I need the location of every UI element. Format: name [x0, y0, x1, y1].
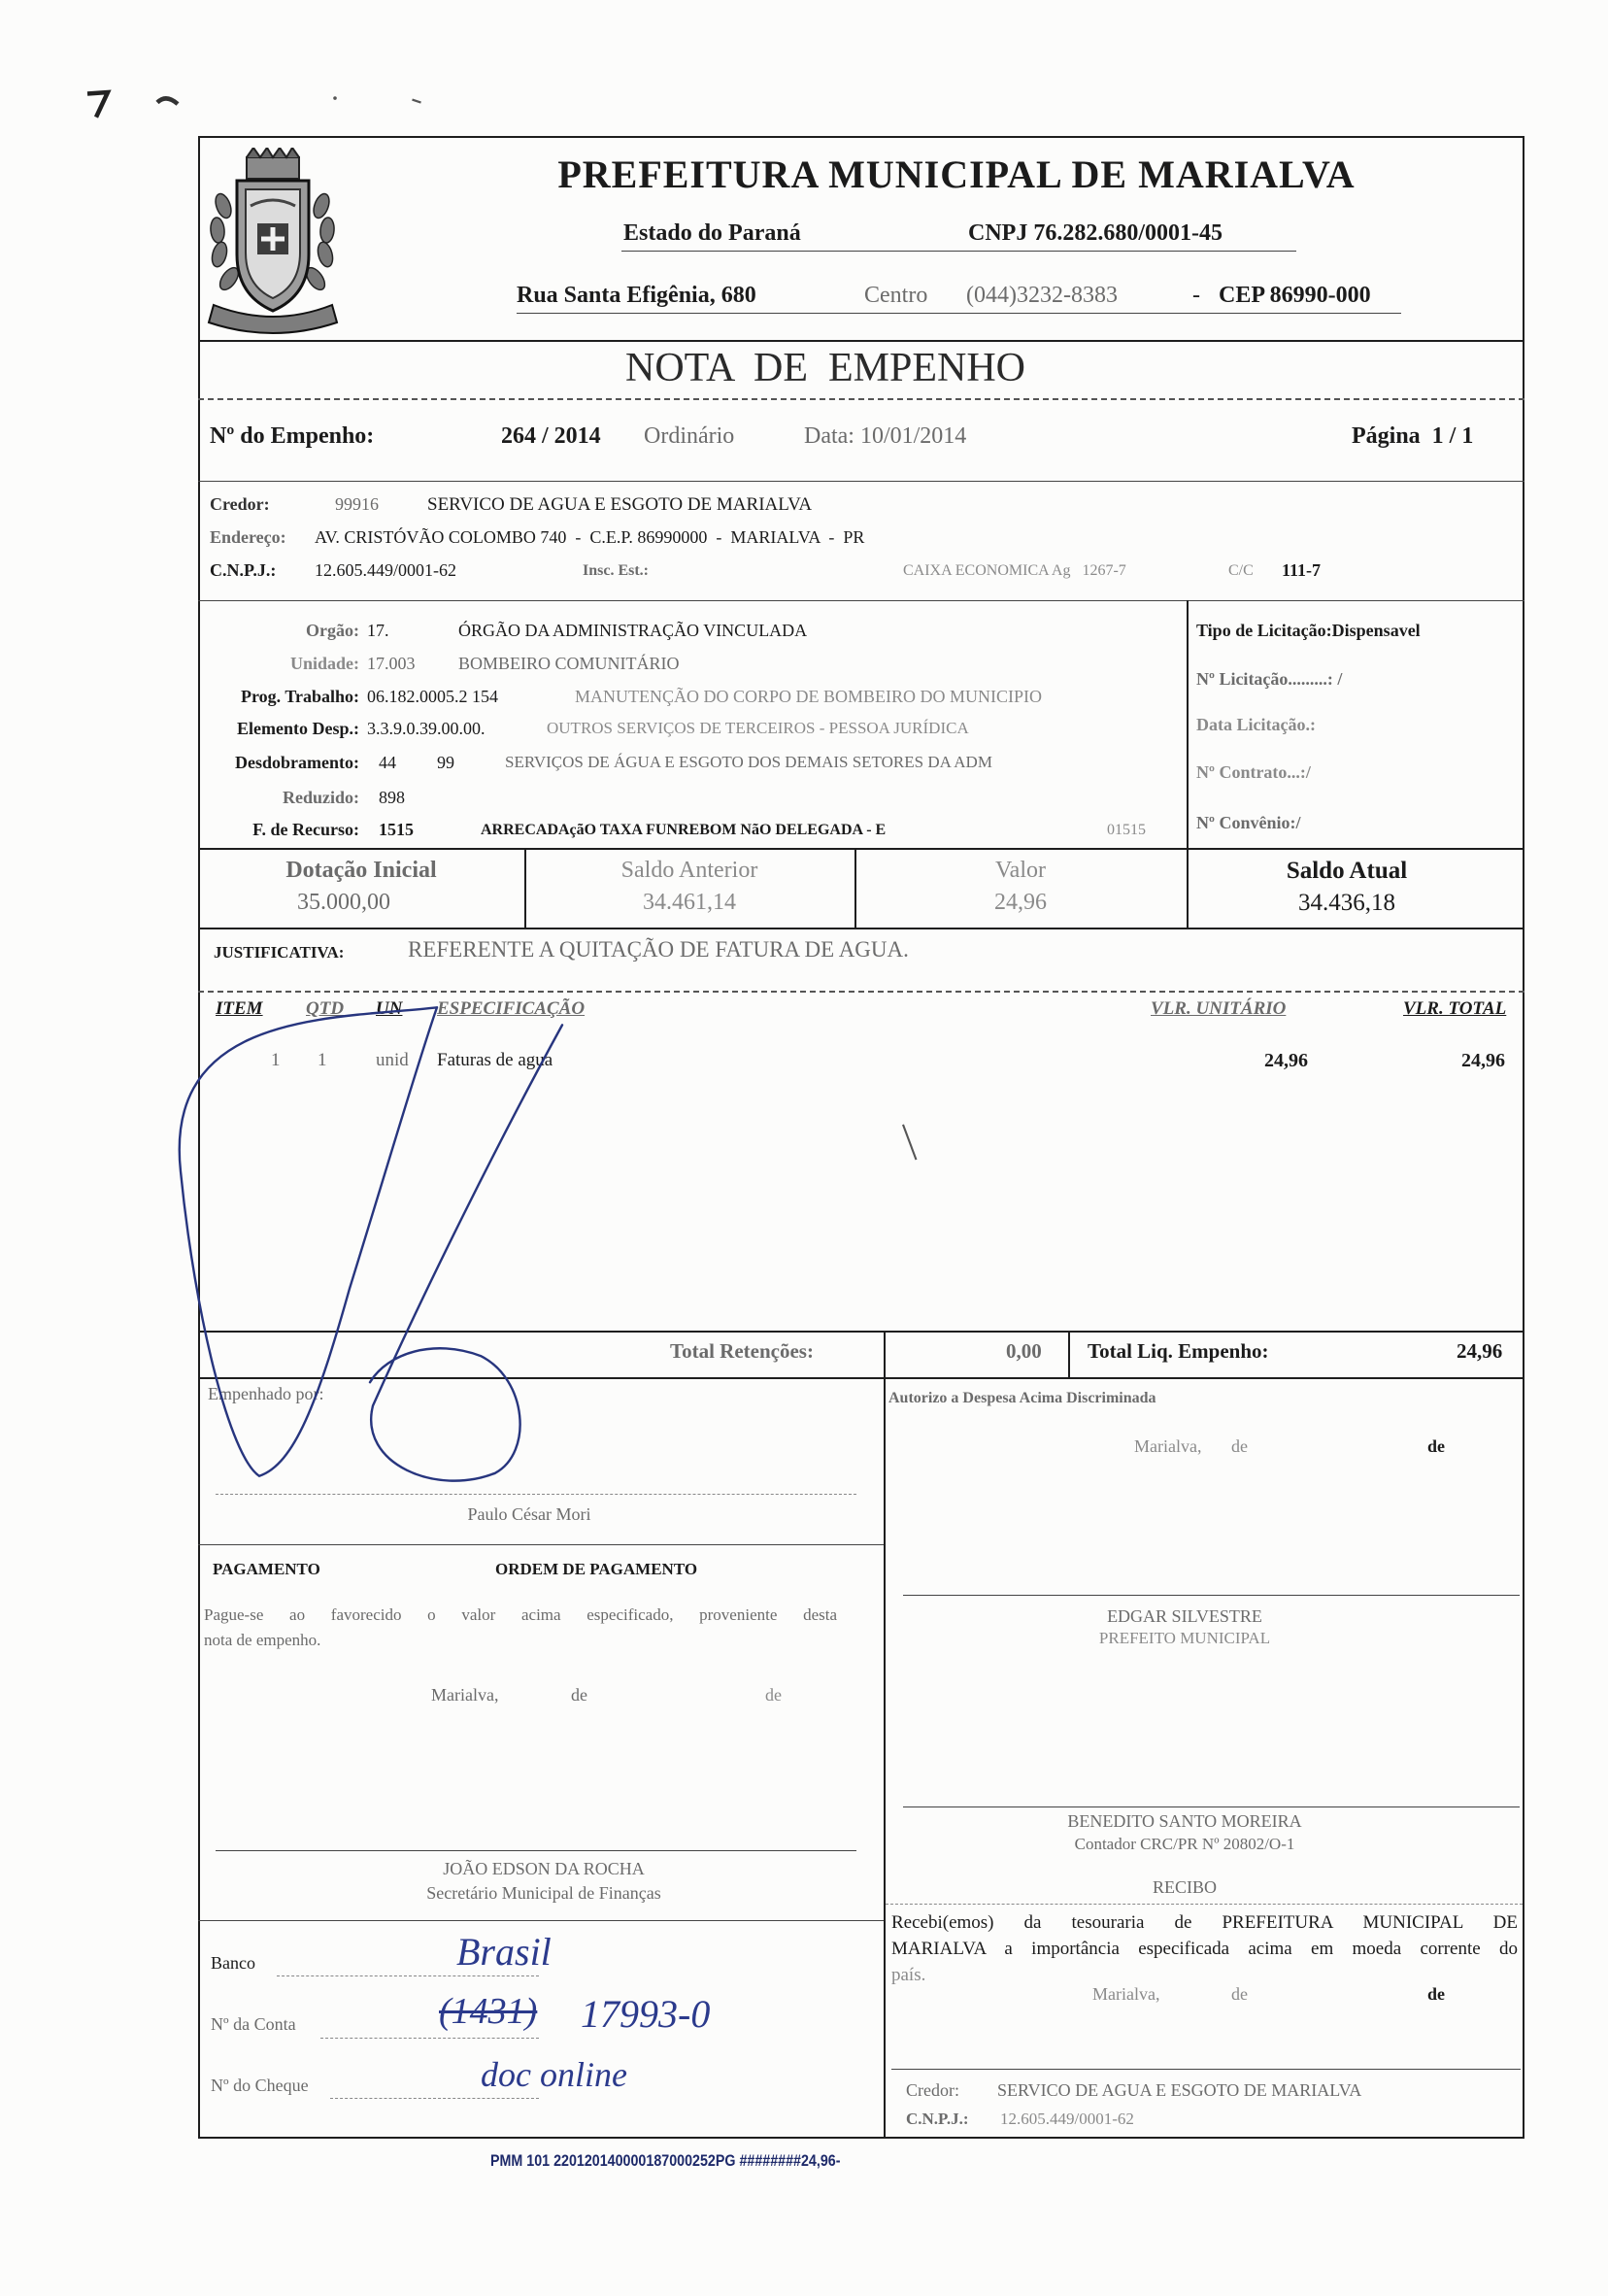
prog-name: MANUTENÇÃO DO CORPO DE BOMBEIRO DO MUNICIPIO	[575, 687, 1043, 706]
prog-code: 06.182.0005.2 154	[367, 687, 498, 706]
page-number: Página 1 / 1	[1352, 423, 1474, 449]
licitacao-divider	[1187, 600, 1189, 848]
cheque-label: Nº do Cheque	[211, 2076, 309, 2095]
column-header-un: UN	[376, 998, 403, 1019]
recibo-creditor: SERVICO DE AGUA E ESGOTO DE MARIALVA	[997, 2080, 1362, 2100]
conta-label: Nº da Conta	[211, 2014, 296, 2034]
valor-value: 24,96	[994, 890, 1047, 915]
totals-divider-2	[1068, 1331, 1070, 1377]
page-title: PREFEITURA MUNICIPAL DE MARIALVA	[557, 152, 1356, 196]
address-district: Centro	[864, 283, 928, 308]
autorizo-date-de-1: de	[1231, 1436, 1248, 1456]
orgao-label: Orgão:	[306, 621, 359, 640]
row-total: 24,96	[1461, 1050, 1505, 1071]
unidade-code: 17.003	[367, 654, 416, 673]
recibo-signature-line	[891, 2069, 1521, 2070]
row-qtd: 1	[318, 1050, 327, 1070]
items-divider	[198, 1331, 1524, 1333]
justificativa-divider	[198, 991, 1524, 993]
empenhado-divider	[198, 1544, 884, 1545]
secretario-title: Secretário Municipal de Finanças	[426, 1883, 661, 1903]
empenho-number: 264 / 2014	[501, 423, 601, 449]
recibo-text-line1: Recebi(emos) da tesouraria de PREFEITURA MUNICIPAL DE	[891, 1912, 1518, 1933]
recibo-cnpj: 12.605.449/0001-62	[1000, 2110, 1134, 2128]
conta-handwritten: 17993-0	[581, 1992, 711, 2036]
contador-name: BENEDITO SANTO MOREIRA	[1067, 1811, 1302, 1831]
creditor-cc-label: C/C	[1228, 562, 1254, 579]
saldo-atual-label: Saldo Atual	[1286, 858, 1408, 884]
lower-vertical-divider	[884, 1377, 886, 2137]
creditor-bank: CAIXA ECONOMICA Ag 1267-7	[903, 562, 1126, 579]
address-dash: -	[1192, 283, 1200, 308]
recibo-text-line2: MARIALVA a importância especificada acima em moeda corrente do	[891, 1939, 1518, 1959]
pagamento-label: PAGAMENTO	[213, 1560, 320, 1578]
licitacao-tipo: Tipo de Licitação:Dispensavel	[1196, 621, 1421, 640]
prefeito-name: EDGAR SILVESTRE	[1107, 1606, 1262, 1626]
autorizo-text: Autorizo a Despesa Acima Discriminada	[888, 1390, 1156, 1406]
recibo-cnpj-label: C.N.P.J.:	[906, 2110, 969, 2128]
title-divider	[198, 398, 1524, 400]
recibo-title: RECIBO	[1152, 1877, 1217, 1897]
elemento-label: Elemento Desp.:	[237, 719, 359, 738]
liquido-label: Total Liq. Empenho:	[1088, 1339, 1269, 1363]
empenho-number-label: Nº do Empenho:	[210, 423, 375, 449]
saldo-anterior-value: 34.461,14	[643, 890, 736, 915]
banco-handwritten: Brasil	[456, 1930, 552, 1974]
recibo-date-de-2: de	[1427, 1984, 1445, 2004]
elemento-name: OUTROS SERVIÇOS DE TERCEIROS - PESSOA JURÍDICA	[547, 719, 969, 737]
creditor-cc: 111-7	[1282, 560, 1322, 580]
row-unit-value: 24,96	[1264, 1050, 1308, 1071]
cheque-handwritten: doc online	[481, 2055, 627, 2094]
column-header-item: ITEM	[216, 998, 263, 1019]
dotacao-value: 35.000,00	[297, 890, 390, 915]
pagamento-date-de-1: de	[571, 1685, 587, 1705]
cheque-line	[330, 2098, 539, 2099]
recurso-label: F. de Recurso:	[252, 820, 359, 839]
recibo-date-city: Marialva,	[1092, 1984, 1160, 2004]
retencoes-label: Total Retenções:	[670, 1339, 814, 1363]
state-underline	[621, 251, 1296, 252]
unidade-label: Unidade:	[289, 654, 359, 673]
balance-divider-1	[524, 848, 526, 928]
balances-divider	[198, 928, 1524, 929]
licitacao-data: Data Licitação.:	[1196, 715, 1316, 734]
banco-label: Banco	[211, 1953, 255, 1973]
recibo-text-line3: país.	[891, 1965, 926, 1985]
creditor-cnpj: 12.605.449/0001-62	[315, 560, 456, 580]
empenho-divider	[198, 481, 1524, 482]
dotacao-label: Dotação Inicial	[285, 858, 437, 883]
recibo-creditor-label: Credor:	[906, 2080, 959, 2100]
autorizo-date-de-2: de	[1427, 1436, 1445, 1456]
address-underline	[517, 313, 1401, 314]
licitacao-contrato: Nº Contrato...:/	[1196, 762, 1311, 782]
address-phone: (044)3232-8383	[966, 283, 1118, 308]
column-header-unit-value: VLR. UNITÁRIO	[1151, 998, 1287, 1019]
desdobramento-name: SERVIÇOS DE ÁGUA E ESGOTO DOS DEMAIS SETORES DA ADM	[505, 753, 992, 771]
prog-label: Prog. Trabalho:	[240, 687, 359, 706]
state-name: Estado do Paraná	[623, 220, 801, 246]
contador-title: Contador CRC/PR Nº 20802/O-1	[1074, 1835, 1295, 1853]
footer-code: PMM 101 220120140000187000252PG ########24,96-	[490, 2151, 841, 2170]
valor-label: Valor	[995, 858, 1046, 883]
address-street: Rua Santa Efigênia, 680	[517, 283, 756, 308]
empenhado-name: Paulo César Mori	[467, 1504, 591, 1524]
balance-divider-2	[854, 848, 856, 928]
document-title: NOTA DE EMPENHO	[625, 346, 1025, 390]
empenhado-label: Empenhado por:	[208, 1384, 324, 1403]
secretario-divider	[198, 1920, 884, 1921]
row-item: 1	[271, 1050, 281, 1070]
row-spec: Faturas de agua	[437, 1050, 553, 1070]
reduzido-label: Reduzido:	[282, 788, 359, 807]
prefeito-signature-line	[903, 1595, 1520, 1596]
justificativa-label: JUSTIFICATIVA:	[214, 943, 345, 962]
municipality-cnpj: CNPJ 76.282.680/0001-45	[968, 220, 1223, 246]
totals-divider	[198, 1377, 1524, 1379]
header-divider	[198, 340, 1524, 342]
prefeito-title: PREFEITO MUNICIPAL	[1098, 1629, 1271, 1647]
licitacao-numero: Nº Licitação.........: /	[1196, 669, 1343, 689]
empenho-type: Ordinário	[644, 423, 735, 449]
desdobramento-label: Desdobramento:	[235, 753, 359, 772]
creditor-address-label: Endereço:	[210, 527, 286, 547]
recurso-ref: 01515	[1107, 822, 1146, 838]
conta-line	[320, 2038, 539, 2039]
row-un: unid	[376, 1050, 409, 1070]
justificativa-text: REFERENTE A QUITAÇÃO DE FATURA DE AGUA.	[408, 937, 909, 962]
pagamento-date-city: Marialva,	[431, 1685, 499, 1705]
desdobramento-code: 44	[379, 753, 396, 772]
address-cep: CEP 86990-000	[1219, 283, 1371, 308]
pagamento-date-de-2: de	[765, 1685, 782, 1705]
unidade-name: BOMBEIRO COMUNITÁRIO	[458, 654, 680, 673]
classification-divider	[198, 848, 1524, 850]
saldo-atual-value: 34.436,18	[1298, 890, 1395, 916]
creditor-cnpj-label: C.N.P.J.:	[210, 560, 277, 580]
creditor-code: 99916	[335, 494, 379, 514]
orgao-code: 17.	[367, 621, 389, 640]
creditor-label: Credor:	[210, 494, 270, 514]
contador-signature-line	[903, 1806, 1520, 1807]
creditor-divider	[198, 600, 1524, 601]
reduzido-value: 898	[379, 788, 405, 807]
licitacao-convenio: Nº Convênio:/	[1196, 813, 1301, 832]
liquido-value: 24,96	[1457, 1339, 1503, 1363]
desdobramento-sub: 99	[437, 753, 454, 772]
empenhado-signature-line	[216, 1494, 856, 1495]
autorizo-date-city: Marialva,	[1134, 1436, 1202, 1456]
coat-of-arms-icon	[202, 148, 343, 337]
empenho-date: Data: 10/01/2014	[804, 423, 967, 449]
retencoes-value: 0,00	[1006, 1339, 1042, 1363]
balance-divider-3	[1187, 848, 1189, 928]
column-header-total: VLR. TOTAL	[1403, 998, 1507, 1019]
pagamento-text-line1: Pague-se ao favorecido o valor acima especificado, proveniente desta	[204, 1605, 837, 1624]
secretario-name: JOÃO EDSON DA ROCHA	[443, 1859, 645, 1878]
ordem-pagamento-label: ORDEM DE PAGAMENTO	[495, 1560, 698, 1578]
creditor-address: AV. CRISTÓVÃO COLOMBO 740 - C.E.P. 86990000 - MARIALVA - PR	[315, 527, 865, 547]
column-header-spec: ESPECIFICAÇÃO	[437, 998, 586, 1019]
saldo-anterior-label: Saldo Anterior	[620, 858, 758, 883]
recurso-code: 1515	[379, 820, 414, 839]
pagamento-text-line2: nota de empenho.	[204, 1631, 321, 1649]
totals-divider-1	[884, 1331, 886, 1377]
elemento-code: 3.3.9.0.39.00.00.	[367, 719, 486, 738]
recurso-name: ARRECADAçãO TAXA FUNREBOM NãO DELEGADA - E	[481, 822, 887, 838]
secretario-signature-line	[216, 1850, 856, 1851]
recibo-divider	[886, 1904, 1523, 1905]
column-header-qtd: QTD	[306, 998, 345, 1019]
creditor-ie-label: Insc. Est.:	[583, 562, 650, 579]
recibo-date-de-1: de	[1231, 1984, 1248, 2004]
banco-line	[277, 1975, 539, 1976]
creditor-name: SERVICO DE AGUA E ESGOTO DE MARIALVA	[427, 494, 813, 515]
conta-handwritten-crossed: (1431)	[439, 1991, 538, 2032]
orgao-name: ÓRGÃO DA ADMINISTRAÇÃO VINCULADA	[458, 621, 808, 640]
